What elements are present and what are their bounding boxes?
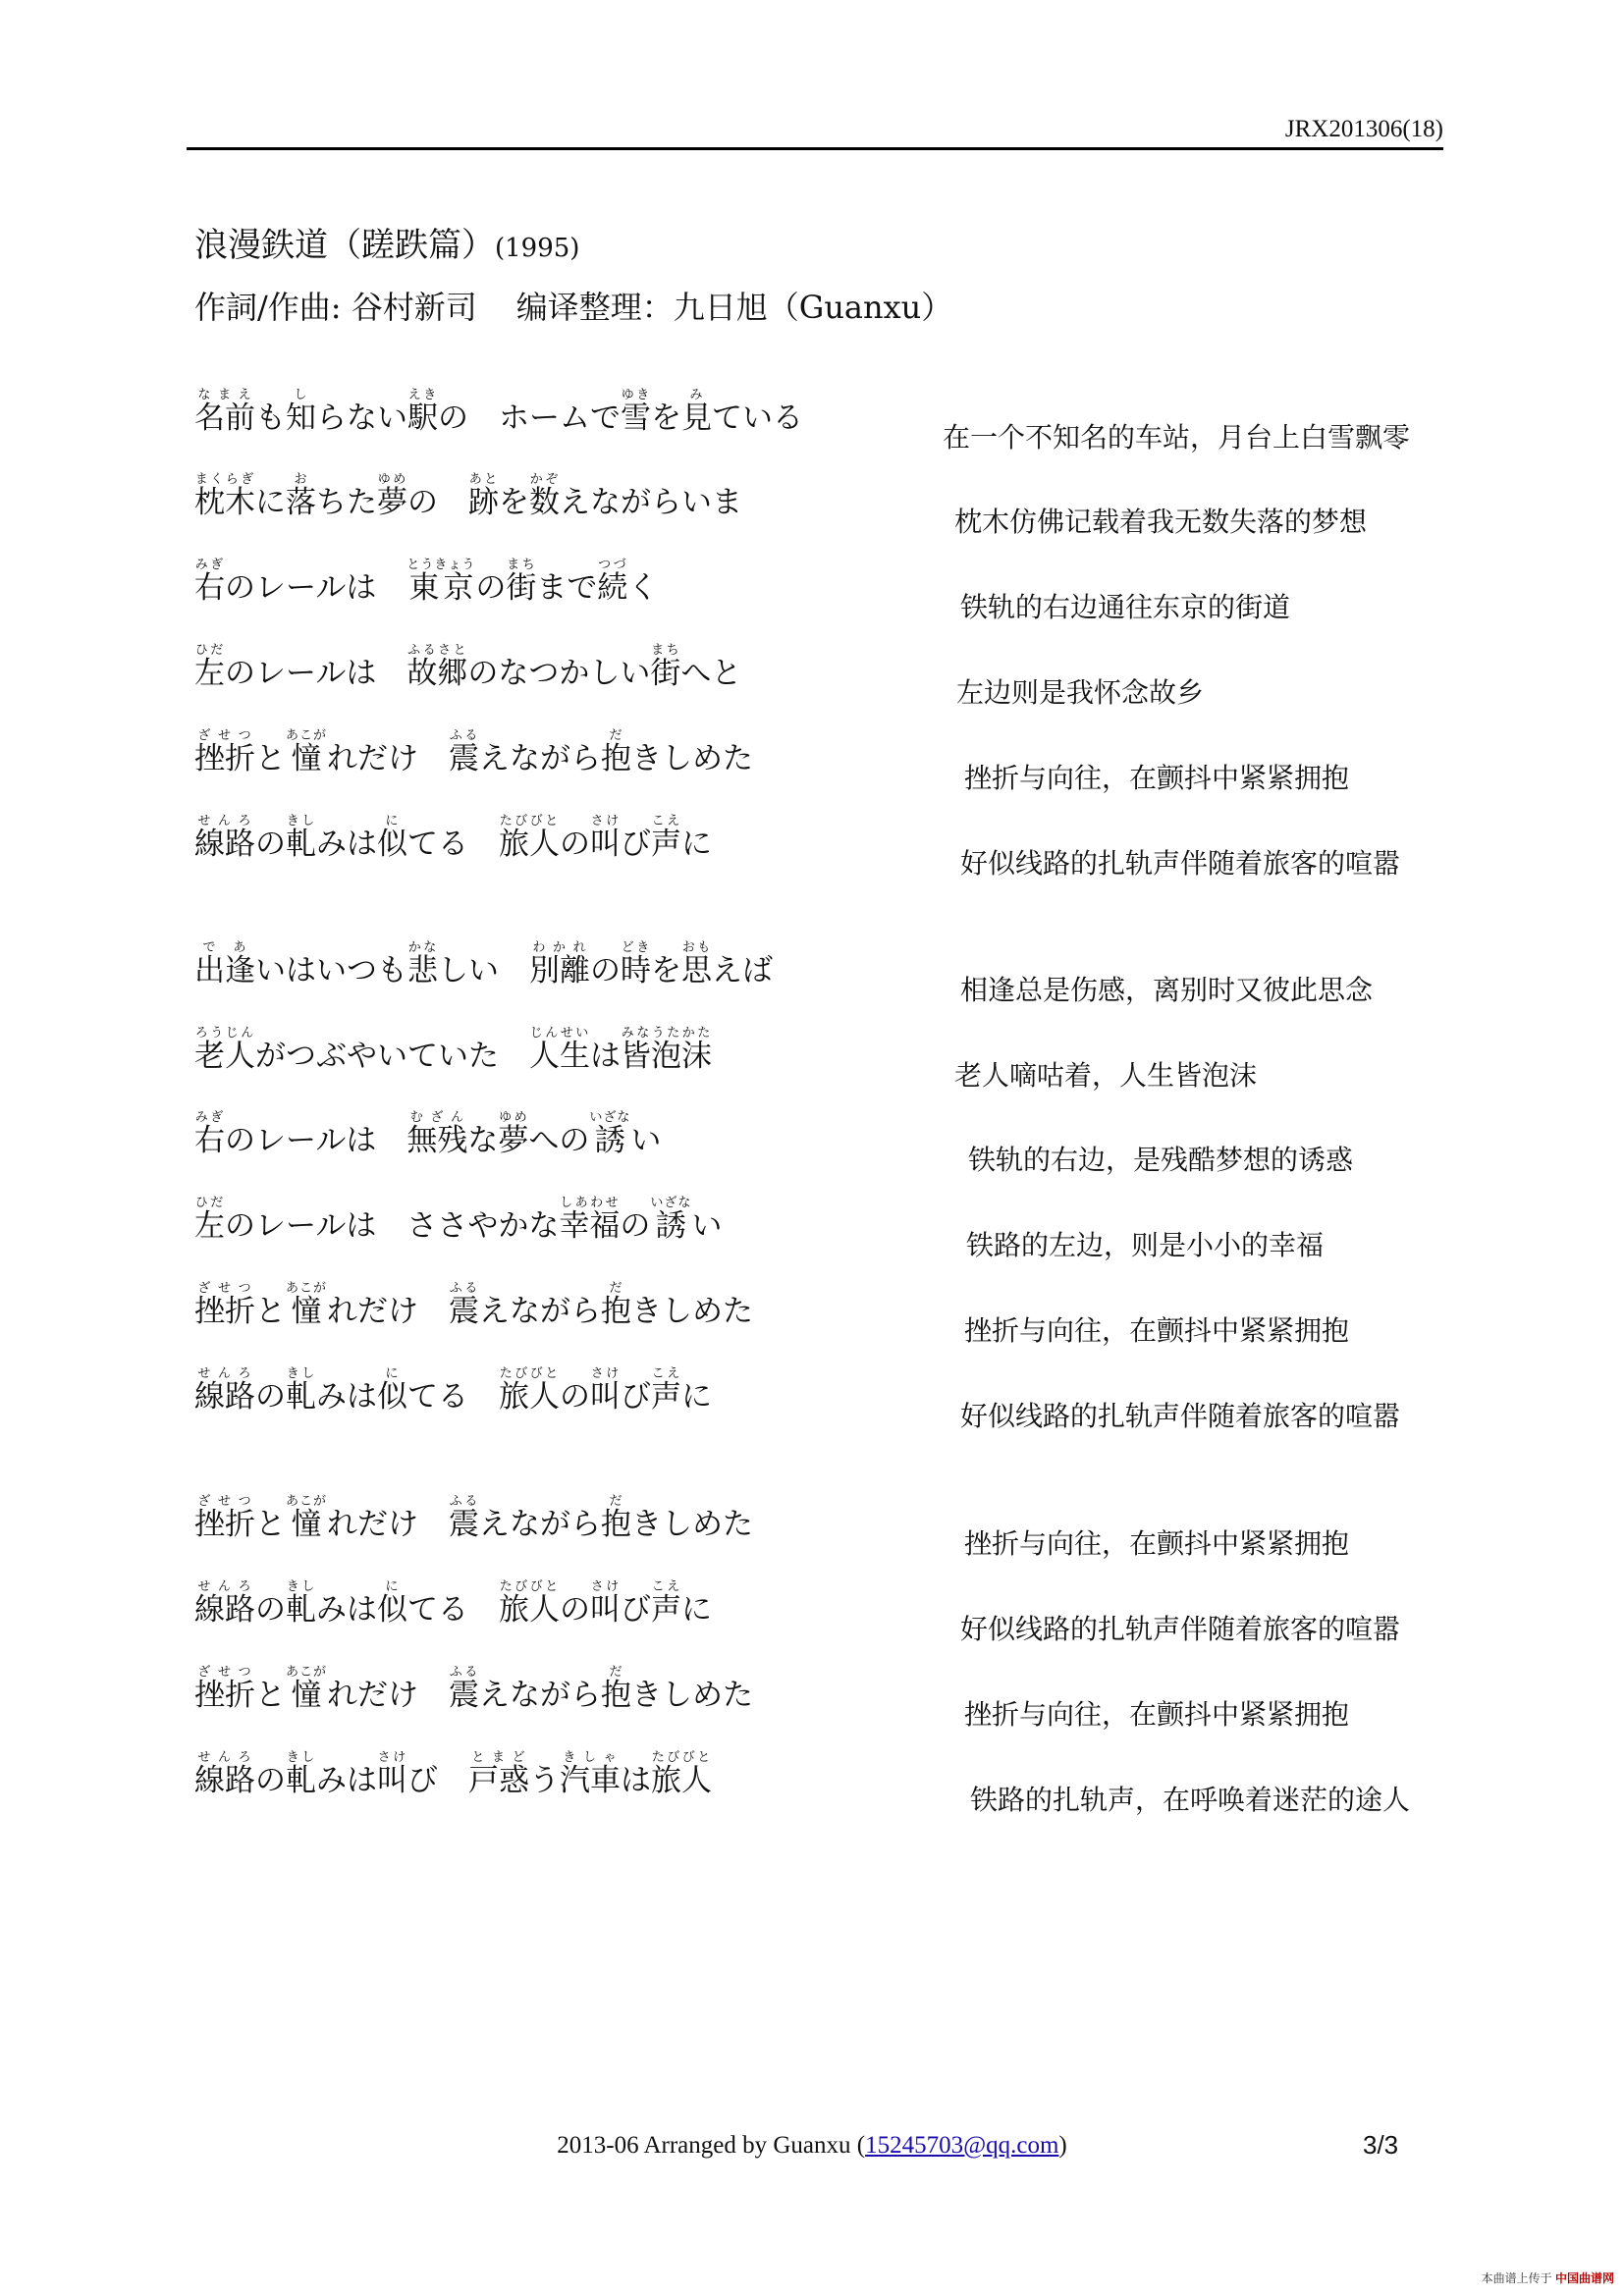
lyric-segment: みは xyxy=(316,827,377,862)
lyric-segment: ている xyxy=(712,400,803,436)
upload-watermark xyxy=(1482,2269,1614,2286)
lyric-segment: 声こえ xyxy=(651,1366,681,1415)
lyric-segment: 似に xyxy=(377,814,407,862)
lyric-segment: 戸惑とまど xyxy=(468,1750,529,1798)
furigana: かぞ xyxy=(529,472,560,487)
lyric-segment: てる xyxy=(407,1379,499,1415)
furigana: ざせつ xyxy=(194,1281,255,1296)
lyric-segment: への xyxy=(528,1123,590,1158)
lyric-line xyxy=(194,940,1471,1029)
japanese-lyric xyxy=(194,1026,712,1072)
lyric-segment: 悲かな xyxy=(407,940,438,988)
chinese-translation: 挫折与向往，在颤抖中紧紧拥抱 xyxy=(964,1698,1350,1731)
furigana: こえ xyxy=(651,814,681,828)
lyric-segment: の xyxy=(620,1208,651,1244)
lyric-segment: 抱だ xyxy=(601,728,631,776)
furigana: あこが xyxy=(286,1281,328,1296)
lyric-segment: 雪ゆき xyxy=(621,388,651,436)
lyric-segment: と xyxy=(255,741,286,776)
lyric-segment: は xyxy=(590,1039,621,1074)
furigana: ろうじん xyxy=(194,1026,255,1041)
lyric-segment: 旅人たびびと xyxy=(499,1579,560,1628)
lyric-segment: 無残むざん xyxy=(406,1110,468,1158)
furigana: ひだ xyxy=(194,643,225,658)
song-title xyxy=(194,218,579,266)
japanese-lyric xyxy=(194,1494,753,1540)
lyric-segment: 東京とうきょう xyxy=(406,558,476,606)
lyric-segment: と xyxy=(255,1678,286,1713)
furigana: きしゃ xyxy=(560,1750,621,1765)
lyric-segment: の xyxy=(255,1592,286,1628)
furigana: まくらぎ xyxy=(194,472,255,487)
furigana: とまど xyxy=(468,1750,529,1765)
lyric-segment: に xyxy=(255,485,286,520)
document-id: JRX201306(18) xyxy=(1284,116,1443,142)
furigana: あと xyxy=(468,472,499,487)
furigana: だ xyxy=(601,1665,631,1680)
lyric-segment: 街まち xyxy=(650,643,681,691)
japanese-lyric xyxy=(194,472,742,518)
furigana: みなうたかた xyxy=(621,1026,712,1041)
furigana: せんろ xyxy=(194,1750,255,1765)
furigana: お xyxy=(286,472,316,487)
lyric-segment: れだけ xyxy=(327,1294,449,1329)
furigana: むざん xyxy=(406,1110,468,1125)
japanese-lyric xyxy=(194,388,803,434)
lyric-segment: の xyxy=(590,953,621,988)
furigana: せんろ xyxy=(194,1579,255,1594)
furigana: こえ xyxy=(651,1366,681,1381)
lyric-line xyxy=(194,1366,1471,1455)
lyric-segment: 皆泡沫みなうたかた xyxy=(621,1026,712,1074)
lyric-segment: 誘いざな xyxy=(589,1110,631,1158)
lyric-segment: び xyxy=(621,1379,651,1415)
furigana: ふる xyxy=(449,1665,479,1680)
upload-watermark-prefix: 本曲谱上传于 xyxy=(1481,2271,1552,2285)
lyric-segment: の xyxy=(560,827,590,862)
furigana: さけ xyxy=(590,1579,621,1594)
furigana: つづ xyxy=(597,558,628,572)
lyric-line xyxy=(194,1494,1471,1582)
lyric-segment: 線路せんろ xyxy=(194,1579,255,1628)
lyric-segment: いはいつも xyxy=(255,953,407,988)
japanese-lyric xyxy=(194,940,773,987)
furigana: ふる xyxy=(449,1281,479,1296)
furigana: に xyxy=(377,1366,407,1381)
chinese-translation: 铁轨的右边通往东京的街道 xyxy=(960,591,1291,623)
furigana: まち xyxy=(650,643,681,658)
lyric-segment: く xyxy=(627,570,659,606)
chinese-translation: 相逢总是伤感，离别时又彼此思念 xyxy=(960,974,1374,1006)
furigana: えき xyxy=(407,388,438,402)
furigana: だ xyxy=(601,1281,631,1296)
lyric-segment: てる xyxy=(407,827,499,862)
lyric-segment: のレールは xyxy=(225,1123,407,1158)
lyric-segment: えながら xyxy=(479,1294,601,1329)
lyric-segment: みは xyxy=(316,1763,377,1798)
footer-email-link[interactable]: 15245703@qq.com xyxy=(865,2132,1059,2159)
furigana: ざせつ xyxy=(194,1665,255,1680)
lyric-segment: 右みぎ xyxy=(194,1110,225,1158)
furigana: じんせい xyxy=(529,1026,590,1041)
lyric-segment: きしめた xyxy=(631,1678,753,1713)
japanese-lyric xyxy=(194,1196,722,1242)
furigana: ひだ xyxy=(194,1196,225,1210)
song-title-text: 浪漫鉄道（蹉跌篇） xyxy=(194,226,495,265)
lyric-segment: 声こえ xyxy=(651,814,681,862)
furigana: きし xyxy=(286,1366,316,1381)
lyric-segment: 別離わかれ xyxy=(529,940,590,988)
furigana: きし xyxy=(286,1579,316,1594)
lyric-segment: に xyxy=(681,1592,712,1628)
lyric-segment: みは xyxy=(316,1592,377,1628)
lyric-segment: の xyxy=(475,570,507,606)
lyric-segment: えながら xyxy=(479,741,601,776)
lyric-segment: 震ふる xyxy=(449,1665,479,1713)
lyric-segment: の ホームで xyxy=(438,400,621,436)
furigana: みぎ xyxy=(194,558,225,572)
lyric-line xyxy=(194,814,1471,902)
lyric-segment: 汽車きしゃ xyxy=(560,1750,621,1798)
chinese-translation: 在一个不知名的车站，月台上白雪飘零 xyxy=(943,421,1411,454)
japanese-lyric xyxy=(194,814,712,860)
lyric-segment: 叫さけ xyxy=(590,1366,621,1415)
lyric-line xyxy=(194,388,1471,476)
lyric-line xyxy=(194,1665,1471,1753)
lyric-line xyxy=(194,1026,1471,1114)
furigana: なまえ xyxy=(194,388,255,402)
furigana: ふる xyxy=(449,1494,479,1509)
lyric-segment: 憧あこが xyxy=(286,1494,328,1542)
lyric-segment: 軋きし xyxy=(286,1750,316,1798)
lyric-segment: 抱だ xyxy=(601,1665,631,1713)
lyric-segment: の xyxy=(560,1379,590,1415)
japanese-lyric xyxy=(194,558,658,604)
lyric-segment: 故郷ふるさと xyxy=(406,643,468,691)
header-rule xyxy=(187,147,1443,150)
lyric-segment: 左ひだ xyxy=(194,643,225,691)
lyric-segment: えながらいま xyxy=(560,485,742,520)
lyric-segment: らない xyxy=(316,400,407,436)
lyric-segment: 震ふる xyxy=(449,728,479,776)
furigana: ざせつ xyxy=(194,1494,255,1509)
lyric-segment: い xyxy=(630,1123,662,1158)
lyric-segment: の xyxy=(407,485,468,520)
lyric-segment: のレールは ささやかな xyxy=(225,1208,560,1244)
lyric-segment: 街まち xyxy=(506,558,537,606)
lyric-segment: 落お xyxy=(286,472,316,520)
furigana: しあわせ xyxy=(559,1196,621,1210)
lyric-segment: 名前なまえ xyxy=(194,388,255,436)
lyric-segment: 旅人たびびと xyxy=(651,1750,712,1798)
chinese-translation: 挫折与向往，在颤抖中紧紧拥抱 xyxy=(964,1527,1350,1560)
furigana: たびびと xyxy=(499,1366,560,1381)
japanese-lyric xyxy=(194,1750,712,1796)
lyric-segment: の xyxy=(560,1592,590,1628)
furigana: だ xyxy=(601,1494,631,1509)
lyric-segment: う xyxy=(529,1763,560,1798)
lyric-segment: 挫折ざせつ xyxy=(194,1494,255,1542)
lyric-segment: まで xyxy=(536,570,598,606)
lyric-segment: と xyxy=(255,1294,286,1329)
lyric-segment: を xyxy=(651,953,681,988)
lyric-segment: び xyxy=(407,1763,468,1798)
furigana: どき xyxy=(621,940,651,955)
furigana: であ xyxy=(194,940,255,955)
lyric-segment: 見み xyxy=(681,388,712,436)
furigana: ふるさと xyxy=(406,643,468,658)
furigana: せんろ xyxy=(194,1366,255,1381)
furigana: こえ xyxy=(651,1579,681,1594)
lyric-segment: 憧あこが xyxy=(286,1281,328,1329)
lyric-segment: な xyxy=(467,1123,499,1158)
furigana: だ xyxy=(601,728,631,743)
lyric-segment: 軋きし xyxy=(286,1366,316,1415)
lyric-segment: 左ひだ xyxy=(194,1196,225,1244)
chinese-translation: 好似线路的扎轨声伴随着旅客的喧嚣 xyxy=(960,847,1401,880)
chinese-translation: 左边则是我怀念故乡 xyxy=(956,676,1205,709)
page-number: 3/3 xyxy=(1363,2130,1399,2160)
lyric-line xyxy=(194,1110,1471,1199)
japanese-lyric xyxy=(194,1665,753,1711)
lyric-segment: 枕木まくらぎ xyxy=(194,472,255,520)
lyric-segment: 線路せんろ xyxy=(194,1750,255,1798)
chinese-translation: 挫折与向往，在颤抖中紧紧拥抱 xyxy=(964,1314,1350,1347)
japanese-lyric xyxy=(194,1281,753,1327)
lyric-segment: 右みぎ xyxy=(194,558,225,606)
lyric-segment: しい xyxy=(438,953,529,988)
lyric-segment: 似に xyxy=(377,1366,407,1415)
furigana: ふる xyxy=(449,728,479,743)
lyric-segment: えながら xyxy=(479,1678,601,1713)
lyric-segment: 挫折ざせつ xyxy=(194,1281,255,1329)
lyric-segment: 線路せんろ xyxy=(194,1366,255,1415)
japanese-lyric xyxy=(194,643,741,689)
japanese-lyric xyxy=(194,1579,712,1626)
lyric-segment: 人生じんせい xyxy=(529,1026,590,1074)
furigana: いざな xyxy=(650,1196,692,1210)
lyric-line xyxy=(194,1579,1471,1668)
lyric-segment: 老人ろうじん xyxy=(194,1026,255,1074)
lyric-line xyxy=(194,1196,1471,1284)
furigana: ゆめ xyxy=(498,1110,529,1125)
site-logo[interactable]: 中国曲谱网 xyxy=(1554,2271,1614,2285)
lyric-segment: 叫さけ xyxy=(590,814,621,862)
lyric-segment: れだけ xyxy=(327,741,449,776)
lyric-segment: 幸福しあわせ xyxy=(559,1196,621,1244)
furigana: あこが xyxy=(286,1665,328,1680)
lyric-segment: の xyxy=(255,1763,286,1798)
lyric-segment: 叫さけ xyxy=(377,1750,407,1798)
lyric-segment: も xyxy=(255,400,286,436)
chinese-translation: 好似线路的扎轨声伴随着旅客的喧嚣 xyxy=(960,1613,1401,1645)
furigana: せんろ xyxy=(194,814,255,828)
lyric-segment: みは xyxy=(316,1379,377,1415)
lyric-line xyxy=(194,558,1471,646)
lyric-segment: のなつかしい xyxy=(467,656,651,691)
lyric-line xyxy=(194,472,1471,561)
furigana: ゆき xyxy=(621,388,651,402)
credits xyxy=(194,283,952,328)
lyric-segment: きしめた xyxy=(631,1294,753,1329)
lyric-segment: 軋きし xyxy=(286,814,316,862)
lyric-segment: 似に xyxy=(377,1579,407,1628)
furigana: み xyxy=(681,388,712,402)
lyric-segment: のレールは xyxy=(225,656,407,691)
lyric-segment: 知し xyxy=(286,388,316,436)
lyric-segment: 挫折ざせつ xyxy=(194,728,255,776)
furigana: みぎ xyxy=(194,1110,225,1125)
lyric-segment: は xyxy=(621,1763,651,1798)
japanese-lyric xyxy=(194,728,753,774)
lyric-segment: ちた xyxy=(316,485,377,520)
lyric-segment: へと xyxy=(680,656,742,691)
lyric-segment: い xyxy=(691,1208,723,1244)
lyric-segment: 思おも xyxy=(681,940,712,988)
furigana: ゆめ xyxy=(377,472,407,487)
furigana: さけ xyxy=(590,1366,621,1381)
lyric-segment: えば xyxy=(712,953,773,988)
furigana: きし xyxy=(286,1750,316,1765)
lyric-segment: 声こえ xyxy=(651,1579,681,1628)
furigana: きし xyxy=(286,814,316,828)
furigana: し xyxy=(286,388,316,402)
chinese-translation: 挫折与向往，在颤抖中紧紧拥抱 xyxy=(964,762,1350,794)
song-year: (1995) xyxy=(495,234,580,263)
lyric-segment: を xyxy=(651,400,681,436)
lyric-segment: 出逢であ xyxy=(194,940,255,988)
lyric-segment: てる xyxy=(407,1592,499,1628)
lyric-segment: れだけ xyxy=(327,1678,449,1713)
japanese-lyric xyxy=(194,1110,661,1156)
lyric-segment: の xyxy=(255,827,286,862)
lyric-segment: と xyxy=(255,1507,286,1542)
lyric-segment: 時どき xyxy=(621,940,651,988)
furigana: たびびと xyxy=(499,814,560,828)
lyric-segment: 震ふる xyxy=(449,1494,479,1542)
furigana: さけ xyxy=(590,814,621,828)
chinese-translation: 好似线路的扎轨声伴随着旅客的喧嚣 xyxy=(960,1400,1401,1432)
chinese-translation: 铁路的扎轨声，在呼唤着迷茫的途人 xyxy=(970,1784,1411,1816)
lyric-segment: 線路せんろ xyxy=(194,814,255,862)
furigana: とうきょう xyxy=(406,558,476,572)
lyric-segment: 憧あこが xyxy=(286,1665,328,1713)
lyric-segment: 誘いざな xyxy=(650,1196,692,1244)
lyric-segment: れだけ xyxy=(327,1507,449,1542)
lyric-segment: 抱だ xyxy=(601,1281,631,1329)
lyric-segment: 続つづ xyxy=(597,558,628,606)
lyric-segment: 軋きし xyxy=(286,1579,316,1628)
lyric-segment: び xyxy=(621,827,651,862)
lyric-segment: がつぶやいていた xyxy=(255,1039,529,1074)
arranger-credit: 编译整理：九日旭（Guanxu） xyxy=(515,289,953,326)
lyric-segment: 震ふる xyxy=(449,1281,479,1329)
furigana: ざせつ xyxy=(194,728,255,743)
lyric-segment: に xyxy=(681,1379,712,1415)
lyric-line xyxy=(194,643,1471,731)
chinese-translation: 铁路的左边，则是小小的幸福 xyxy=(966,1229,1325,1261)
lyric-segment: のレールは xyxy=(225,570,407,606)
lyric-segment: 跡あと xyxy=(468,472,499,520)
lyric-segment: 抱だ xyxy=(601,1494,631,1542)
lyric-line xyxy=(194,728,1471,817)
japanese-lyric xyxy=(194,1366,712,1413)
furigana: に xyxy=(377,814,407,828)
footer-text: 2013-06 Arranged by Guanxu ( xyxy=(557,2132,866,2159)
lyric-segment: 叫さけ xyxy=(590,1579,621,1628)
furigana: に xyxy=(377,1579,407,1594)
lyric-segment: 駅えき xyxy=(407,388,438,436)
furigana: さけ xyxy=(377,1750,407,1765)
lyric-segment: 憧あこが xyxy=(286,728,328,776)
lyric-segment: きしめた xyxy=(631,1507,753,1542)
chinese-translation: 铁轨的右边，是残酷梦想的诱惑 xyxy=(968,1144,1354,1176)
lyric-segment: の xyxy=(255,1379,286,1415)
furigana: まち xyxy=(506,558,537,572)
lyric-segment: を xyxy=(499,485,529,520)
footer-close: ) xyxy=(1058,2132,1067,2159)
furigana: あこが xyxy=(286,1494,328,1509)
furigana: いざな xyxy=(589,1110,631,1125)
lyric-segment: 挫折ざせつ xyxy=(194,1665,255,1713)
furigana: たびびと xyxy=(499,1579,560,1594)
lyric-line xyxy=(194,1281,1471,1369)
lyric-segment: 旅人たびびと xyxy=(499,1366,560,1415)
furigana: わかれ xyxy=(529,940,590,955)
lyric-segment: び xyxy=(621,1592,651,1628)
furigana: たびびと xyxy=(651,1750,712,1765)
furigana: おも xyxy=(681,940,712,955)
lyric-segment: 数かぞ xyxy=(529,472,560,520)
furigana: かな xyxy=(407,940,438,955)
lyric-segment: えながら xyxy=(479,1507,601,1542)
chinese-translation: 老人嘀咕着，人生皆泡沫 xyxy=(954,1059,1258,1092)
lyric-segment: に xyxy=(681,827,712,862)
lyric-segment: 旅人たびびと xyxy=(499,814,560,862)
lyric-segment: 夢ゆめ xyxy=(377,472,407,520)
chinese-translation: 枕木仿佛记载着我无数失落的梦想 xyxy=(954,506,1368,538)
lyric-line xyxy=(194,1750,1471,1839)
furigana: あこが xyxy=(286,728,328,743)
lyric-segment: 夢ゆめ xyxy=(498,1110,529,1158)
author-credit: 作詞/作曲: 谷村新司 xyxy=(194,289,477,326)
lyric-segment: きしめた xyxy=(631,741,753,776)
